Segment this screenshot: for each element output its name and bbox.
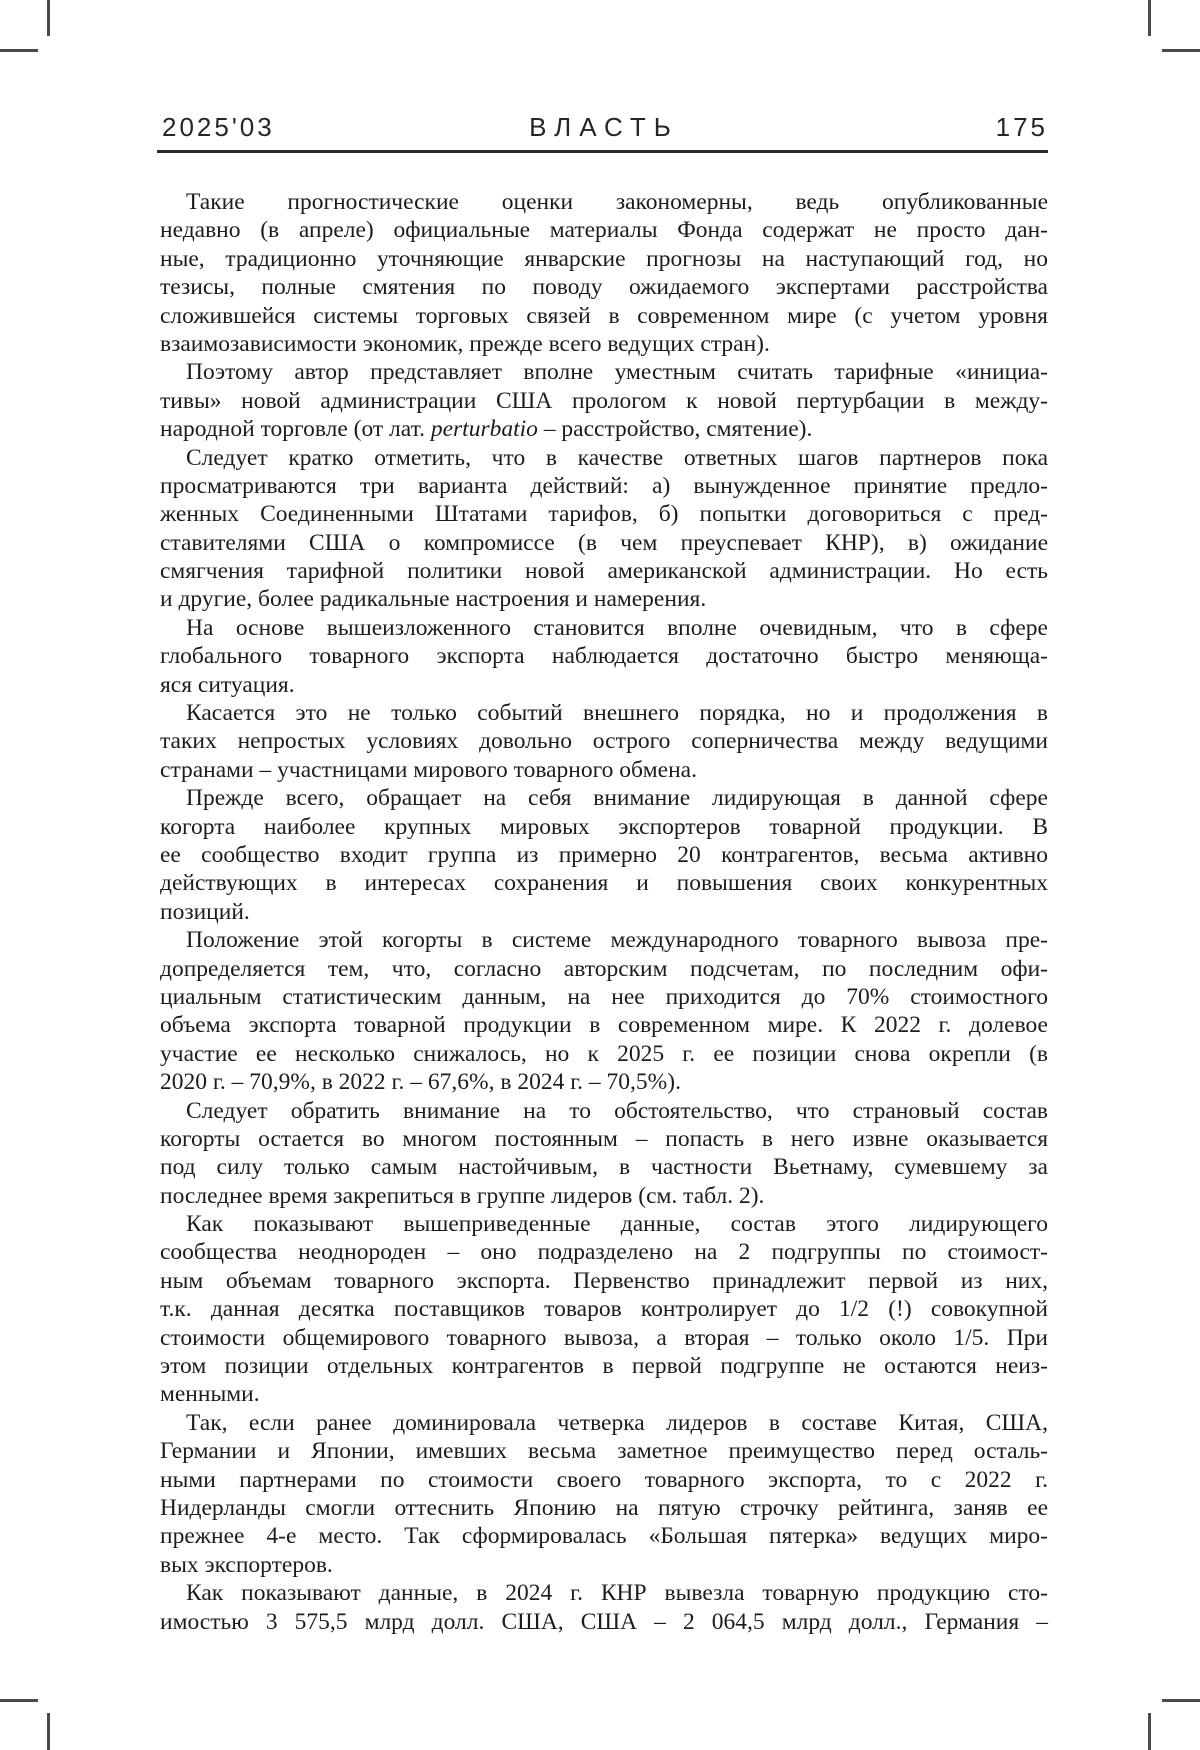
text-line: 2020 г. – 70,9%, в 2022 г. – 67,6%, в 2024 г. – 70,5%). xyxy=(160,1069,681,1096)
crop-mark-top-right-horizontal xyxy=(1162,49,1200,52)
page-number: 175 xyxy=(995,112,1048,142)
text-line: таких непростых условиях довольно острого соперничества между ведущими xyxy=(160,728,1048,755)
text-line: Прежде всего, обращает на себя внимание лидирующая в данной сфере xyxy=(186,785,1048,812)
text-line: ные, традиционно уточняющие январские прогнозы на наступающий год, но xyxy=(160,245,1048,272)
text-line: менными. xyxy=(160,1381,260,1408)
text-line: яся ситуация. xyxy=(160,671,295,698)
text-line: недавно (в апреле) официальные материалы Фонда содержат не просто дан- xyxy=(160,217,1048,244)
crop-mark-top-left-vertical xyxy=(47,0,50,36)
text-line: т.к. данная десятка поставщиков товаров контролирует до 1/2 (!) совокупной xyxy=(160,1296,1048,1323)
text-line: ными партнерами по стоимости своего товарного экспорта, то с 2022 г. xyxy=(160,1466,1048,1493)
text-line: ставителями США о компромиссе (в чем преуспевает КНР), в) ожидание xyxy=(160,529,1048,556)
text-line: вых экспортеров. xyxy=(160,1551,333,1578)
text-line: Поэтому автор представляет вполне уместным считать тарифные «инициа- xyxy=(186,359,1048,386)
text-line: Касается это не только событий внешнего порядка, но и продолжения в xyxy=(186,700,1048,727)
text-line: глобального товарного экспорта наблюдается достаточно быстро меняюща- xyxy=(160,643,1048,670)
text-line: сообщества неоднороден – оно подразделено на 2 подгруппы по стоимост- xyxy=(160,1239,1048,1266)
running-head xyxy=(160,110,1048,144)
text-line: На основе вышеизложенного становится вполне очевидным, что в сфере xyxy=(186,614,1048,641)
header-rule xyxy=(157,150,1048,153)
text-line: под силу только самым настойчивым, в частности Вьетнаму, сумевшему за xyxy=(160,1154,1048,1181)
article-body xyxy=(160,188,1048,1636)
text-line: позиций. xyxy=(160,898,250,925)
text-line: тивы» новой администрации США прологом к новой пертурбации в между- xyxy=(160,387,1048,414)
crop-mark-bottom-left-vertical xyxy=(47,1713,50,1750)
crop-mark-top-right-vertical xyxy=(1148,0,1151,36)
text-line: ным объемам товарного экспорта. Первенство принадлежит первой из них, xyxy=(160,1267,1048,1294)
text-line: Как показывают вышеприведенные данные, состав этого лидирующего xyxy=(186,1211,1048,1238)
text-line: взаимозависимости экономик, прежде всего ведущих стран). xyxy=(160,330,770,357)
text-line: циальным статистическим данным, на нее приходится до 70% стоимостного xyxy=(160,983,1048,1010)
text-line: этом позиции отдельных контрагентов в первой подгруппе не остаются неиз- xyxy=(160,1353,1048,1380)
crop-mark-bottom-left-horizontal xyxy=(0,1699,38,1702)
text-line: последнее время закрепиться в группе лидеров (см. табл. 2). xyxy=(160,1182,765,1209)
text-line: Нидерланды смогли оттеснить Японию на пятую строчку рейтинга, заняв ее xyxy=(160,1494,1048,1521)
text-line: допределяется тем, что, согласно авторским подсчетам, по последним офи- xyxy=(160,955,1048,982)
text-line: сложившейся системы торговых связей в современном мире (с учетом уровня xyxy=(160,302,1048,329)
text-line: Такие прогностические оценки закономерны, ведь опубликованные xyxy=(186,189,1048,215)
text-line: когорты остается во многом постоянным – попасть в него извне оказывается xyxy=(160,1125,1048,1152)
text-line: Германии и Японии, имевших весьма заметное преимущество перед осталь- xyxy=(160,1438,1048,1465)
text-line: ее сообщество входит группа из примерно 20 контрагентов, весьма активно xyxy=(160,841,1048,868)
text-line: женных Соединенными Штатами тарифов, б) попытки договориться с пред- xyxy=(160,501,1048,528)
text-line: имостью 3 575,5 млрд долл. США, США – 2 064,5 млрд долл., Германия – xyxy=(160,1608,1048,1635)
text-line: когорта наиболее крупных мировых экспортеров товарной продукции. В xyxy=(160,813,1048,840)
crop-mark-top-left-horizontal xyxy=(0,49,38,52)
text-line: стоимости общемирового товарного вывоза, а вторая – только около 1/5. При xyxy=(160,1324,1048,1351)
text-line: смягчения тарифной политики новой американской администрации. Но есть xyxy=(160,558,1048,585)
text-line: Как показывают данные, в 2024 г. КНР вывезла товарную продукцию сто- xyxy=(186,1580,1048,1607)
text-line: Следует обратить внимание на то обстоятельство, что страновый состав xyxy=(186,1097,1048,1124)
text-line: Следует кратко отметить, что в качестве ответных шагов партнеров пока xyxy=(186,444,1048,471)
text-line: народной торговле (от лат. perturbatio – расстройство, смятение). xyxy=(160,416,813,443)
crop-mark-bottom-right-horizontal xyxy=(1162,1699,1200,1702)
text-line: Положение этой когорты в системе международного товарного вывоза пре- xyxy=(186,927,1048,954)
text-line: участие ее несколько снижалось, но к 2025 г. ее позиции снова окрепли (в xyxy=(160,1040,1048,1067)
text-line: объема экспорта товарной продукции в современном мире. К 2022 г. долевое xyxy=(160,1012,1048,1039)
text-line: просматриваются три варианта действий: а) вынужденное принятие предло- xyxy=(160,472,1048,499)
text-line: и другие, более радикальные настроения и намерения. xyxy=(160,586,707,613)
crop-mark-bottom-right-vertical xyxy=(1148,1713,1151,1750)
text-line: Так, если ранее доминировала четверка лидеров в составе Китая, США, xyxy=(186,1409,1048,1436)
text-line: странами – участницами мирового товарного обмена. xyxy=(160,756,697,783)
journal-title: ВЛАСТЬ xyxy=(529,112,679,142)
text-line: действующих в интересах сохранения и повышения своих конкурентных xyxy=(160,870,1048,897)
issue-number: 2025'03 xyxy=(162,112,275,142)
text-line: тезисы, полные смятения по поводу ожидаемого экспертами расстройства xyxy=(160,274,1048,301)
text-line: прежнее 4-е место. Так сформировалась «Большая пятерка» ведущих миро- xyxy=(160,1523,1048,1550)
